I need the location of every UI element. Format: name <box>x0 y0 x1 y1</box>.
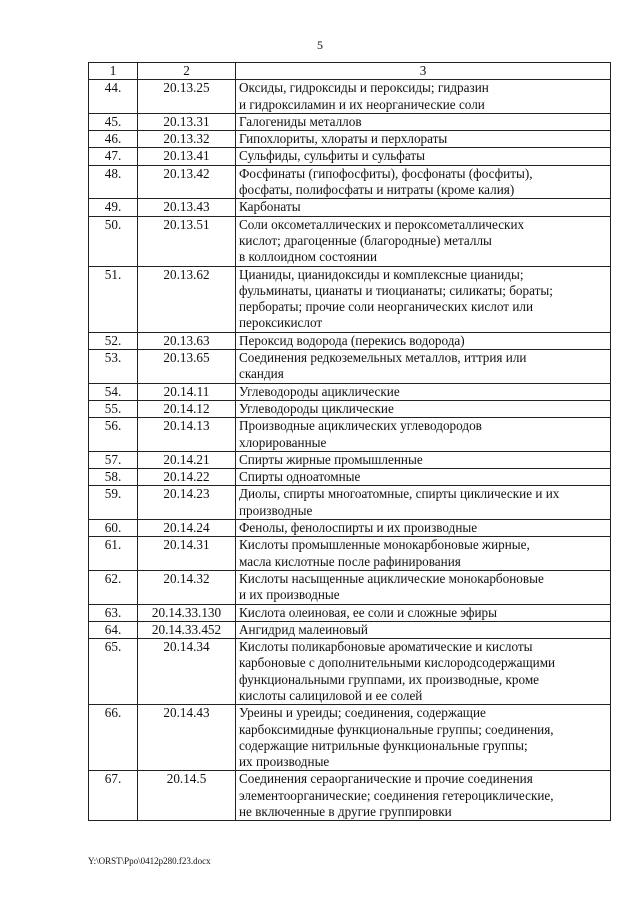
product-name-cell: Галогениды металлов <box>236 113 611 130</box>
row-number-cell: 61. <box>89 537 138 571</box>
classification-table <box>88 62 611 821</box>
row-number-cell: 65. <box>89 639 138 705</box>
okpd-code-cell: 20.13.42 <box>138 165 236 199</box>
row-number-cell: 45. <box>89 113 138 130</box>
okpd-code-cell: 20.14.11 <box>138 383 236 400</box>
row-number-cell: 67. <box>89 771 138 821</box>
product-name-cell: Сульфиды, сульфиты и сульфаты <box>236 148 611 165</box>
table-row <box>89 332 611 349</box>
table-row <box>89 604 611 621</box>
table-row <box>89 80 611 114</box>
product-name-cell: Ангидрид малеиновый <box>236 621 611 638</box>
table-row <box>89 418 611 452</box>
row-number-cell: 46. <box>89 131 138 148</box>
product-name-cell: Кислоты промышленные монокарбоновые жирные, масла кислотные после рафинирования <box>236 537 611 571</box>
product-name-cell: Спирты жирные промышленные <box>236 451 611 468</box>
okpd-code-cell: 20.14.24 <box>138 520 236 537</box>
table-row <box>89 771 611 821</box>
okpd-code-cell: 20.14.43 <box>138 705 236 771</box>
product-name-cell: Фенолы, фенолоспирты и их производные <box>236 520 611 537</box>
okpd-code-cell: 20.14.13 <box>138 418 236 452</box>
okpd-code-cell: 20.13.43 <box>138 199 236 216</box>
product-name-cell: Фосфинаты (гипофосфиты), фосфонаты (фосфиты), фосфаты, полифосфаты и нитраты (кроме калия) <box>236 165 611 199</box>
table-row <box>89 131 611 148</box>
row-number-cell: 48. <box>89 165 138 199</box>
product-name-cell: Диолы, спирты многоатомные, спирты циклические и их производные <box>236 486 611 520</box>
row-number-cell: 44. <box>89 80 138 114</box>
row-number-cell: 63. <box>89 604 138 621</box>
product-name-cell: Пероксид водорода (перекись водорода) <box>236 332 611 349</box>
product-name-cell: Кислоты насыщенные ациклические монокарбоновые и их производные <box>236 570 611 604</box>
okpd-code-cell: 20.14.33.452 <box>138 621 236 638</box>
table-row <box>89 705 611 771</box>
product-name-cell: Гипохлориты, хлораты и перхлораты <box>236 131 611 148</box>
table-header-row <box>89 63 611 80</box>
table-row <box>89 113 611 130</box>
okpd-code-cell: 20.14.31 <box>138 537 236 571</box>
table-row <box>89 148 611 165</box>
table-row <box>89 383 611 400</box>
product-name-cell: Спирты одноатомные <box>236 469 611 486</box>
okpd-code-cell: 20.14.32 <box>138 570 236 604</box>
row-number-cell: 64. <box>89 621 138 638</box>
okpd-code-cell: 20.14.33.130 <box>138 604 236 621</box>
table-row <box>89 165 611 199</box>
row-number-cell: 57. <box>89 451 138 468</box>
product-name-cell: Соединения редкоземельных металлов, иттрия или скандия <box>236 350 611 384</box>
product-name-cell: Кислота олеиновая, ее соли и сложные эфиры <box>236 604 611 621</box>
row-number-cell: 62. <box>89 570 138 604</box>
table-row <box>89 621 611 638</box>
okpd-code-cell: 20.13.65 <box>138 350 236 384</box>
table-row <box>89 400 611 417</box>
row-number-cell: 58. <box>89 469 138 486</box>
table-row <box>89 266 611 332</box>
okpd-code-cell: 20.13.41 <box>138 148 236 165</box>
row-number-cell: 51. <box>89 266 138 332</box>
okpd-code-cell: 20.14.12 <box>138 400 236 417</box>
table-row <box>89 469 611 486</box>
row-number-cell: 49. <box>89 199 138 216</box>
header-col-1: 1 <box>89 63 138 80</box>
table-row <box>89 199 611 216</box>
okpd-code-cell: 20.13.32 <box>138 131 236 148</box>
table-row <box>89 486 611 520</box>
table-row <box>89 570 611 604</box>
product-name-cell: Углеводороды ациклические <box>236 383 611 400</box>
table-row <box>89 520 611 537</box>
row-number-cell: 54. <box>89 383 138 400</box>
product-name-cell: Углеводороды циклические <box>236 400 611 417</box>
table-row <box>89 639 611 705</box>
okpd-code-cell: 20.14.22 <box>138 469 236 486</box>
okpd-code-cell: 20.13.63 <box>138 332 236 349</box>
okpd-code-cell: 20.14.23 <box>138 486 236 520</box>
row-number-cell: 66. <box>89 705 138 771</box>
row-number-cell: 47. <box>89 148 138 165</box>
okpd-code-cell: 20.13.31 <box>138 113 236 130</box>
okpd-code-cell: 20.13.25 <box>138 80 236 114</box>
row-number-cell: 55. <box>89 400 138 417</box>
okpd-code-cell: 20.13.62 <box>138 266 236 332</box>
product-name-cell: Цианиды, цианидоксиды и комплексные цианиды; фульминаты, цианаты и тиоцианаты; силикаты; бораты; пербораты; прочие соли неорганических кислот или пероксикислот <box>236 266 611 332</box>
product-name-cell: Оксиды, гидроксиды и пероксиды; гидразин и гидроксиламин и их неорганические соли <box>236 80 611 114</box>
row-number-cell: 53. <box>89 350 138 384</box>
okpd-code-cell: 20.14.34 <box>138 639 236 705</box>
product-name-cell: Производные ациклических углеводородов хлорированные <box>236 418 611 452</box>
table-row <box>89 350 611 384</box>
row-number-cell: 52. <box>89 332 138 349</box>
header-col-3: 3 <box>236 63 611 80</box>
product-name-cell: Карбонаты <box>236 199 611 216</box>
header-col-2: 2 <box>138 63 236 80</box>
product-name-cell: Соли оксометаллических и пероксометаллических кислот; драгоценные (благородные) металлы в коллоидном состоянии <box>236 216 611 266</box>
file-path-footer: Y:\ORST\Ppo\0412p280.f23.docx <box>88 856 211 866</box>
okpd-code-cell: 20.14.21 <box>138 451 236 468</box>
product-name-cell: Соединения сераорганические и прочие соединения элементоорганические; соединения гетероциклические, не включенные в другие группировки <box>236 771 611 821</box>
product-name-cell: Уреины и уреиды; соединения, содержащие карбоксимидные функциональные группы; соединения, содержащие нитрильные функциональные группы; их производные <box>236 705 611 771</box>
table-row <box>89 451 611 468</box>
row-number-cell: 56. <box>89 418 138 452</box>
table-row <box>89 216 611 266</box>
page-number: 5 <box>317 38 323 52</box>
product-name-cell: Кислоты поликарбоновые ароматические и кислоты карбоновые с дополнительными кислородсодержащими функциональными группами, их производные, кроме кислоты салициловой и ее солей <box>236 639 611 705</box>
row-number-cell: 59. <box>89 486 138 520</box>
row-number-cell: 60. <box>89 520 138 537</box>
okpd-code-cell: 20.13.51 <box>138 216 236 266</box>
okpd-code-cell: 20.14.5 <box>138 771 236 821</box>
row-number-cell: 50. <box>89 216 138 266</box>
table-row <box>89 537 611 571</box>
